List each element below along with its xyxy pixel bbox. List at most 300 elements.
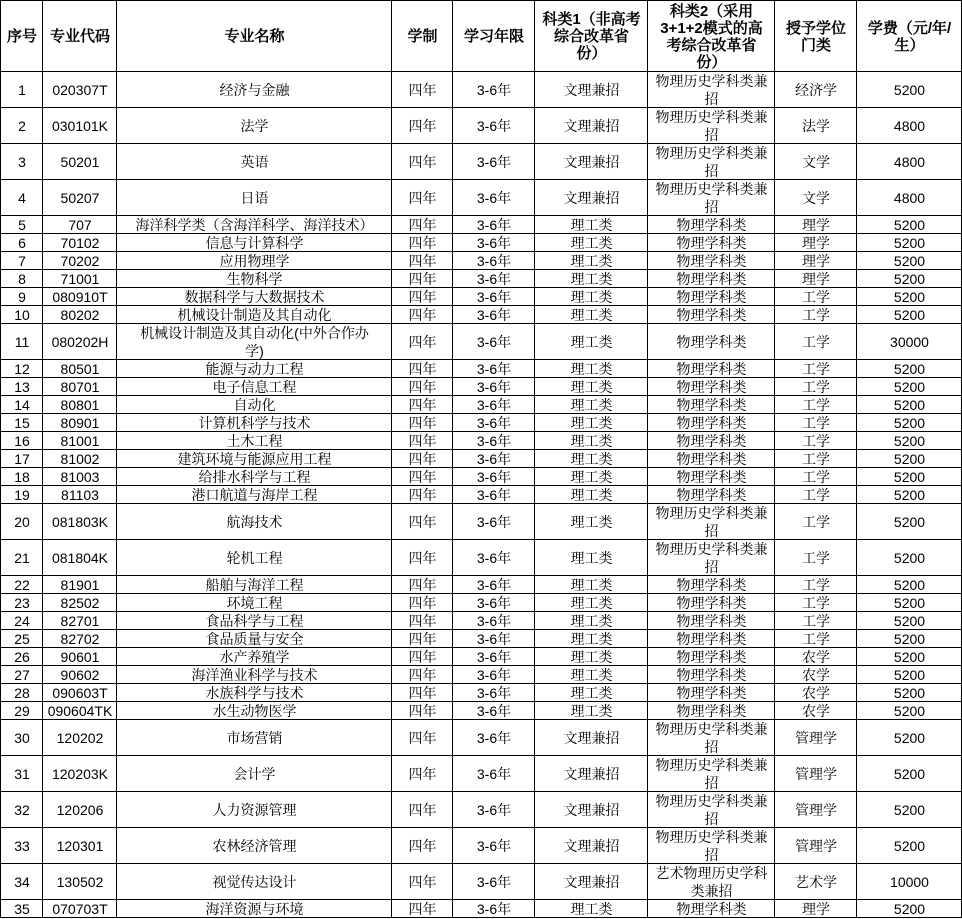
cell-major-name: [117, 666, 392, 684]
table-row: [1, 630, 962, 648]
cell-code: [43, 216, 117, 234]
cell-value: 工学: [802, 379, 830, 395]
cell-seq: [1, 486, 43, 504]
cell-category-1: [535, 666, 648, 684]
cell-major-name: [117, 594, 392, 612]
cell-category-2: [648, 72, 775, 108]
cell-value: 5200: [893, 415, 926, 431]
cell-value: 四年: [408, 190, 437, 206]
header-degree: [775, 1, 857, 72]
cell-code: [43, 828, 117, 864]
cell-value: 120202: [56, 730, 104, 746]
table-row: [1, 234, 962, 252]
cell-value: 物理学科类: [676, 613, 747, 629]
cell-code: [43, 324, 117, 360]
cell-study-years: [453, 684, 535, 702]
cell-code: [43, 630, 117, 648]
cell-tuition: [857, 180, 962, 216]
cell-category-1: [535, 288, 648, 306]
cell-value: 2: [18, 118, 26, 134]
cell-value: 9: [18, 289, 26, 305]
cell-value: 建筑环境与能源应用工程: [177, 451, 332, 467]
cell-study-years: [453, 792, 535, 828]
cell-duration: [392, 378, 453, 396]
cell-major-name: [117, 504, 392, 540]
cell-degree: [775, 414, 857, 432]
cell-value: 理工类: [570, 271, 613, 287]
cell-value: 71001: [60, 271, 100, 287]
cell-value: 四年: [408, 271, 437, 287]
table-row: [1, 270, 962, 288]
cell-value: 四年: [408, 901, 437, 917]
cell-value: 20: [14, 514, 30, 530]
cell-value: 物理学科类: [676, 415, 747, 431]
cell-value: 理工类: [570, 514, 613, 530]
cell-duration: [392, 630, 453, 648]
table-row: [1, 306, 962, 324]
cell-value: 物理学科类: [676, 253, 747, 269]
cell-code: [43, 504, 117, 540]
cell-category-1: [535, 432, 648, 450]
cell-value: 理工类: [570, 487, 613, 503]
cell-value: 81001: [60, 433, 100, 449]
cell-value: 会计学: [233, 766, 276, 782]
cell-value: 080910T: [52, 289, 108, 305]
cell-value: 四年: [408, 514, 437, 530]
cell-category-1: [535, 234, 648, 252]
cell-category-2: [648, 414, 775, 432]
cell-major-name: [117, 900, 392, 918]
cell-category-1: [535, 252, 648, 270]
cell-category-1: [535, 414, 648, 432]
cell-duration: [392, 72, 453, 108]
cell-category-2: [648, 828, 775, 864]
cell-major-name: [117, 144, 392, 180]
cell-category-1: [535, 216, 648, 234]
cell-value: 物理历史学科类兼招: [655, 109, 768, 143]
cell-value: 工学: [802, 595, 830, 611]
cell-value: 27: [14, 667, 30, 683]
cell-value: 船舶与海洋工程: [205, 577, 304, 593]
cell-value: 50207: [60, 190, 100, 206]
cell-category-2: [648, 216, 775, 234]
cell-tuition: [857, 630, 962, 648]
cell-value: 物理学科类: [676, 487, 747, 503]
cell-value: 12: [14, 361, 30, 377]
cell-value: 理工类: [570, 649, 613, 665]
cell-major-name: [117, 252, 392, 270]
header-tuition-line: 生）: [894, 36, 925, 54]
cell-code: [43, 468, 117, 486]
cell-category-2: [648, 702, 775, 720]
cell-category-1: [535, 306, 648, 324]
cell-study-years: [453, 720, 535, 756]
cell-value: 四年: [408, 217, 437, 233]
table-row: [1, 288, 962, 306]
cell-value: 3-6年: [476, 631, 512, 647]
cell-value: 工学: [802, 451, 830, 467]
cell-value: 81002: [60, 451, 100, 467]
cell-major-name: [117, 288, 392, 306]
cell-value: 130502: [56, 874, 104, 890]
cell-code: [43, 378, 117, 396]
cell-value: 电子信息工程: [212, 379, 297, 395]
table-row: [1, 108, 962, 144]
cell-value: 食品质量与安全: [205, 631, 304, 647]
cell-value: 物理学科类: [676, 379, 747, 395]
cell-value: 四年: [408, 595, 437, 611]
header-category-1: [535, 1, 648, 72]
cell-value: 090604TK: [47, 703, 113, 719]
cell-value: 16: [14, 433, 30, 449]
cell-tuition: [857, 252, 962, 270]
cell-category-2: [648, 180, 775, 216]
cell-value: 3-6年: [476, 334, 512, 350]
cell-study-years: [453, 234, 535, 252]
cell-category-1: [535, 72, 648, 108]
cell-degree: [775, 450, 857, 468]
cell-value: 6: [18, 235, 26, 251]
cell-value: 物理学科类: [676, 577, 747, 593]
cell-major-name: [117, 306, 392, 324]
cell-value: 81103: [61, 487, 99, 503]
cell-category-1: [535, 594, 648, 612]
cell-value: 10000: [890, 874, 929, 890]
cell-degree: [775, 270, 857, 288]
cell-degree: [775, 594, 857, 612]
cell-value: 3-6年: [476, 685, 512, 701]
table-row: [1, 864, 962, 900]
cell-study-years: [453, 180, 535, 216]
cell-value: 5200: [893, 235, 926, 251]
cell-value: 3-6年: [476, 730, 512, 746]
cell-study-years: [453, 378, 535, 396]
cell-value: 物理历史学科类兼招: [655, 721, 768, 755]
cell-value: 3-6年: [476, 766, 512, 782]
cell-value: 信息与计算科学: [205, 235, 304, 251]
cell-category-1: [535, 504, 648, 540]
cell-value: 海洋资源与环境: [205, 901, 304, 917]
cell-code: [43, 288, 117, 306]
cell-value: 生物科学: [226, 271, 283, 287]
cell-category-2: [648, 756, 775, 792]
cell-category-1: [535, 792, 648, 828]
cell-value: 90602: [60, 667, 100, 683]
cell-category-1: [535, 720, 648, 756]
cell-seq: [1, 612, 43, 630]
cell-value: 080202H: [51, 334, 109, 350]
cell-value: 工学: [802, 487, 830, 503]
cell-study-years: [453, 630, 535, 648]
cell-value: 5200: [893, 550, 926, 566]
cell-category-2: [648, 306, 775, 324]
cell-value: 英语: [240, 154, 269, 170]
cell-value: 35: [14, 901, 30, 917]
cell-value: 物理历史学科类兼招: [655, 181, 768, 215]
cell-value: 理工类: [570, 433, 613, 449]
cell-value: 3-6年: [476, 874, 512, 890]
table-row: [1, 324, 962, 360]
cell-tuition: [857, 270, 962, 288]
cell-value: 4800: [893, 154, 926, 170]
cell-tuition: [857, 702, 962, 720]
cell-value: 四年: [408, 397, 437, 413]
cell-degree: [775, 702, 857, 720]
cell-value: 5200: [893, 595, 926, 611]
header-seq-label: 序号: [6, 28, 37, 45]
header-category-2-line: 科类2（采用: [669, 2, 754, 20]
header-category-1-line: 科类1（非高考: [542, 11, 641, 28]
cell-value: 文理兼招: [563, 82, 620, 98]
cell-category-2: [648, 252, 775, 270]
cell-seq: [1, 576, 43, 594]
cell-study-years: [453, 306, 535, 324]
cell-value: 物理学科类: [676, 235, 747, 251]
cell-degree: [775, 234, 857, 252]
cell-value: 文理兼招: [563, 838, 620, 854]
cell-category-1: [535, 864, 648, 900]
cell-value: 3-6年: [476, 235, 512, 251]
cell-value: 14: [14, 397, 30, 413]
cell-code: [43, 306, 117, 324]
cell-code: [43, 108, 117, 144]
cell-value: 四年: [408, 802, 437, 818]
cell-tuition: [857, 486, 962, 504]
cell-seq: [1, 324, 43, 360]
cell-value: 农学: [802, 703, 830, 719]
cell-code: [43, 486, 117, 504]
cell-value: 5200: [893, 514, 926, 530]
cell-duration: [392, 306, 453, 324]
cell-major-name: [117, 396, 392, 414]
cell-value: 工学: [802, 613, 830, 629]
cell-duration: [392, 720, 453, 756]
cell-category-2: [648, 540, 775, 576]
cell-value: 5200: [893, 361, 926, 377]
cell-value: 物理历史学科类兼招: [655, 505, 768, 539]
cell-category-2: [648, 576, 775, 594]
cell-seq: [1, 594, 43, 612]
cell-value: 5200: [893, 802, 926, 818]
cell-value: 3-6年: [476, 271, 512, 287]
cell-code: [43, 900, 117, 918]
cell-major-name: [117, 324, 392, 360]
cell-value: 5200: [893, 730, 926, 746]
cell-value: 四年: [408, 838, 437, 854]
cell-code: [43, 864, 117, 900]
cell-category-2: [648, 396, 775, 414]
cell-value: 港口航道与海岸工程: [191, 487, 318, 503]
header-category-2: [648, 1, 775, 72]
cell-duration: [392, 792, 453, 828]
cell-value: 物理学科类: [676, 334, 747, 350]
cell-value: 3-6年: [476, 451, 512, 467]
cell-value: 4800: [893, 190, 926, 206]
cell-value: 82701: [60, 613, 100, 629]
cell-value: 5200: [893, 469, 926, 485]
cell-value: 理学: [802, 253, 830, 269]
cell-category-1: [535, 684, 648, 702]
cell-value: 物理学科类: [676, 703, 747, 719]
cell-category-1: [535, 468, 648, 486]
cell-value: 轮机工程: [226, 550, 283, 566]
table-row: [1, 684, 962, 702]
cell-tuition: [857, 720, 962, 756]
cell-degree: [775, 288, 857, 306]
cell-value: 80801: [60, 397, 100, 413]
cell-value: 农学: [802, 667, 830, 683]
cell-duration: [392, 144, 453, 180]
header-seq: [1, 1, 43, 72]
cell-value: 市场营销: [226, 730, 283, 746]
cell-value: 物理学科类: [676, 469, 747, 485]
cell-value: 3-6年: [476, 595, 512, 611]
cell-study-years: [453, 666, 535, 684]
cell-degree: [775, 828, 857, 864]
cell-degree: [775, 540, 857, 576]
cell-value: 四年: [408, 685, 437, 701]
header-code: [43, 1, 117, 72]
table-row: [1, 720, 962, 756]
cell-seq: [1, 234, 43, 252]
cell-value: 四年: [408, 289, 437, 305]
table-body: [1, 72, 962, 918]
cell-study-years: [453, 702, 535, 720]
cell-value: 法学: [802, 118, 830, 134]
cell-category-2: [648, 468, 775, 486]
cell-tuition: [857, 432, 962, 450]
cell-value: 理学: [802, 217, 830, 233]
cell-tuition: [857, 594, 962, 612]
cell-category-1: [535, 540, 648, 576]
cell-category-1: [535, 486, 648, 504]
cell-value: 文理兼招: [563, 154, 620, 170]
cell-code: [43, 432, 117, 450]
cell-tuition: [857, 108, 962, 144]
header-degree-line: 门类: [800, 36, 831, 54]
cell-category-1: [535, 378, 648, 396]
table-row: [1, 900, 962, 918]
table-row: [1, 576, 962, 594]
cell-duration: [392, 900, 453, 918]
cell-code: [43, 234, 117, 252]
cell-value: 四年: [408, 550, 437, 566]
cell-seq: [1, 144, 43, 180]
cell-value: 24: [14, 613, 30, 629]
cell-major-name: [117, 612, 392, 630]
header-major-name-label: 专业名称: [224, 28, 285, 45]
cell-category-1: [535, 450, 648, 468]
table-row: [1, 414, 962, 432]
cell-study-years: [453, 900, 535, 918]
cell-value: 理工类: [570, 613, 613, 629]
cell-duration: [392, 234, 453, 252]
cell-value: 5: [18, 217, 26, 233]
cell-category-1: [535, 756, 648, 792]
cell-duration: [392, 216, 453, 234]
cell-value: 理工类: [570, 307, 613, 323]
cell-degree: [775, 900, 857, 918]
cell-value: 文学: [802, 190, 830, 206]
cell-duration: [392, 360, 453, 378]
cell-value: 水生动物医学: [212, 703, 297, 719]
cell-category-1: [535, 648, 648, 666]
cell-code: [43, 414, 117, 432]
cell-tuition: [857, 216, 962, 234]
cell-value: 工学: [802, 415, 830, 431]
cell-duration: [392, 486, 453, 504]
cell-tuition: [857, 576, 962, 594]
table-row: [1, 180, 962, 216]
cell-seq: [1, 360, 43, 378]
cell-major-name: [117, 540, 392, 576]
cell-value: 自动化: [233, 397, 276, 413]
cell-major-name: [117, 486, 392, 504]
cell-major-name: [117, 216, 392, 234]
cell-value: 物理学科类: [676, 433, 747, 449]
cell-degree: [775, 306, 857, 324]
cell-category-2: [648, 288, 775, 306]
cell-value: 文理兼招: [563, 874, 620, 890]
cell-degree: [775, 360, 857, 378]
table-row: [1, 486, 962, 504]
cell-value: 3-6年: [476, 649, 512, 665]
cell-tuition: [857, 378, 962, 396]
cell-value: 4800: [893, 118, 926, 134]
cell-duration: [392, 108, 453, 144]
cell-code: [43, 612, 117, 630]
cell-duration: [392, 864, 453, 900]
cell-value: 管理学: [795, 730, 837, 746]
cell-value: 物理学科类: [676, 361, 747, 377]
cell-value: 物理学科类: [676, 451, 747, 467]
cell-value: 机械设计制造及其自动化: [177, 307, 332, 323]
cell-seq: [1, 216, 43, 234]
cell-study-years: [453, 108, 535, 144]
cell-seq: [1, 108, 43, 144]
cell-category-1: [535, 180, 648, 216]
cell-tuition: [857, 234, 962, 252]
cell-category-2: [648, 486, 775, 504]
cell-value: 30: [14, 730, 30, 746]
cell-category-1: [535, 828, 648, 864]
cell-degree: [775, 504, 857, 540]
cell-seq: [1, 648, 43, 666]
cell-seq: [1, 432, 43, 450]
cell-tuition: [857, 324, 962, 360]
cell-duration: [392, 288, 453, 306]
cell-value: 航海技术: [226, 514, 283, 530]
cell-code: [43, 666, 117, 684]
table-row: [1, 594, 962, 612]
cell-value: 物理学科类: [676, 271, 747, 287]
cell-study-years: [453, 324, 535, 360]
cell-duration: [392, 540, 453, 576]
cell-duration: [392, 576, 453, 594]
cell-tuition: [857, 288, 962, 306]
cell-value: 理学: [802, 901, 830, 917]
cell-study-years: [453, 756, 535, 792]
cell-degree: [775, 396, 857, 414]
cell-code: [43, 360, 117, 378]
cell-category-1: [535, 324, 648, 360]
cell-value: 艺术物理历史学科类兼招: [655, 865, 768, 899]
cell-category-1: [535, 900, 648, 918]
cell-duration: [392, 504, 453, 540]
cell-seq: [1, 792, 43, 828]
cell-category-2: [648, 594, 775, 612]
cell-code: [43, 180, 117, 216]
